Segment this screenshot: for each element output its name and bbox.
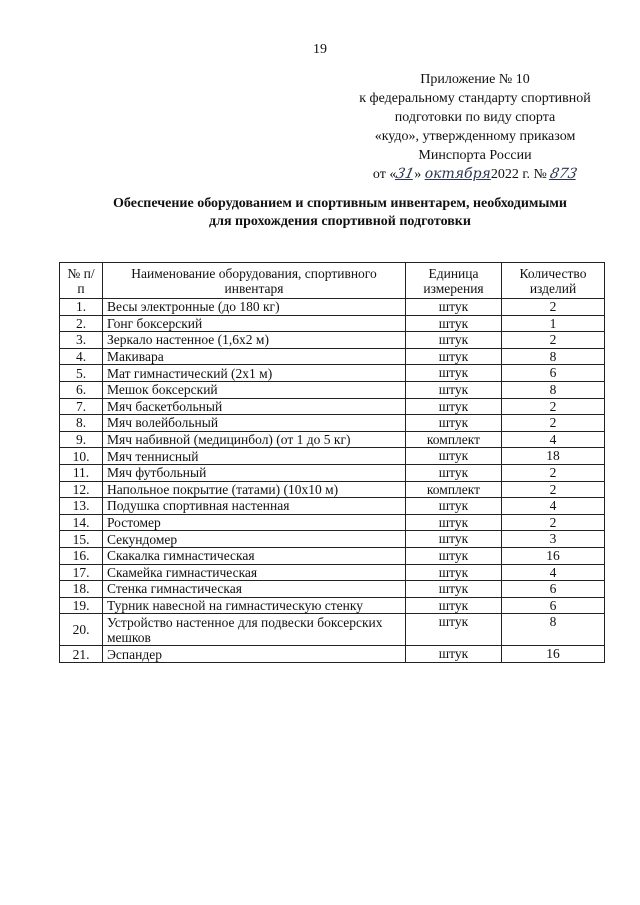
order-date-line (340, 165, 610, 184)
appendix-line: к федеральному стандарту спортивной (359, 91, 591, 106)
table-row (60, 315, 605, 332)
table-row (60, 332, 605, 349)
date-year: 2022 г. № (490, 167, 547, 182)
cell-name: Зеркало настенное (1,6х2 м) (103, 332, 406, 349)
cell-no: 9. (60, 431, 103, 448)
appendix-title: Приложение № 10 (420, 72, 530, 87)
cell-no: 19. (60, 597, 103, 614)
cell-name: Мяч волейбольный (103, 415, 406, 432)
cell-unit: штук (406, 365, 502, 382)
table-row (60, 514, 605, 531)
header-qty: Количество изделий (502, 263, 605, 299)
cell-unit: штук (406, 348, 502, 365)
table-row (60, 614, 605, 646)
cell-no: 11. (60, 464, 103, 481)
cell-unit: штук (406, 597, 502, 614)
cell-qty: 2 (502, 299, 605, 316)
cell-unit: штук (406, 514, 502, 531)
cell-qty: 3 (502, 531, 605, 548)
title-line: Обеспечение оборудованием и спортивным инвентарем, необходимыми (113, 196, 567, 211)
cell-qty: 6 (502, 365, 605, 382)
header-name: Наименование оборудования, спортивного инвентаря (103, 263, 406, 299)
date-mid: » (414, 167, 422, 182)
cell-qty: 4 (502, 498, 605, 515)
cell-unit: штук (406, 564, 502, 581)
cell-qty: 18 (502, 448, 605, 465)
cell-no: 6. (60, 381, 103, 398)
appendix-line: подготовки по виду спорта (394, 110, 556, 125)
cell-unit: штук (406, 547, 502, 564)
cell-no: 12. (60, 481, 103, 498)
table-body (60, 299, 605, 663)
cell-unit: штук (406, 498, 502, 515)
cell-no: 3. (60, 332, 103, 349)
cell-unit: штук (406, 315, 502, 332)
table-row (60, 365, 605, 382)
cell-qty: 2 (502, 464, 605, 481)
cell-name: Турник навесной на гимнастическую стенку (103, 597, 406, 614)
title-line: для прохождения спортивной подготовки (209, 214, 471, 229)
cell-name: Мяч баскетбольный (103, 398, 406, 415)
cell-name: Скакалка гимнастическая (103, 547, 406, 564)
cell-name: Секундомер (103, 531, 406, 548)
cell-name: Подушка спортивная настенная (103, 498, 406, 515)
cell-qty: 8 (502, 348, 605, 365)
cell-no: 1. (60, 299, 103, 316)
table-row (60, 646, 605, 663)
appendix-header (340, 70, 610, 184)
cell-unit: штук (406, 448, 502, 465)
cell-no: 5. (60, 365, 103, 382)
cell-no: 20. (60, 614, 103, 646)
cell-qty: 4 (502, 564, 605, 581)
cell-no: 13. (60, 498, 103, 515)
cell-unit: комплект (406, 431, 502, 448)
page-number: 19 (313, 42, 327, 57)
table-row (60, 481, 605, 498)
cell-qty: 8 (502, 614, 605, 646)
table-row (60, 415, 605, 432)
cell-unit: комплект (406, 481, 502, 498)
cell-name: Ростомер (103, 514, 406, 531)
cell-name: Устройство настенное для подвески боксерских мешков (103, 614, 406, 646)
cell-unit: штук (406, 646, 502, 663)
table-row (60, 531, 605, 548)
table-row (60, 431, 605, 448)
cell-unit: штук (406, 398, 502, 415)
cell-name: Весы электронные (до 180 кг) (103, 299, 406, 316)
cell-qty: 16 (502, 547, 605, 564)
table-row (60, 381, 605, 398)
cell-no: 2. (60, 315, 103, 332)
cell-unit: штук (406, 581, 502, 598)
cell-no: 15. (60, 531, 103, 548)
cell-qty: 6 (502, 597, 605, 614)
cell-qty: 6 (502, 581, 605, 598)
cell-unit: штук (406, 464, 502, 481)
cell-name: Мяч футбольный (103, 464, 406, 481)
date-prefix: от « (372, 167, 397, 182)
appendix-line: Минспорта России (418, 148, 532, 163)
cell-name: Стенка гимнастическая (103, 581, 406, 598)
equipment-table (59, 262, 605, 663)
table-row (60, 597, 605, 614)
header-no: № п/п (60, 263, 103, 299)
table-row (60, 498, 605, 515)
cell-no: 10. (60, 448, 103, 465)
table-row (60, 398, 605, 415)
cell-unit: штук (406, 531, 502, 548)
table-row (60, 348, 605, 365)
cell-qty: 2 (502, 514, 605, 531)
handwritten-day: 31 (394, 166, 416, 182)
table-row (60, 547, 605, 564)
cell-qty: 16 (502, 646, 605, 663)
cell-no: 14. (60, 514, 103, 531)
cell-name: Гонг боксерский (103, 315, 406, 332)
table-row (60, 299, 605, 316)
cell-unit: штук (406, 299, 502, 316)
document-title (40, 195, 640, 231)
cell-unit: штук (406, 415, 502, 432)
cell-name: Макивара (103, 348, 406, 365)
cell-no: 8. (60, 415, 103, 432)
cell-name: Эспандер (103, 646, 406, 663)
cell-no: 21. (60, 646, 103, 663)
table-row (60, 564, 605, 581)
cell-name: Мешок боксерский (103, 381, 406, 398)
table-row (60, 464, 605, 481)
cell-no: 4. (60, 348, 103, 365)
cell-no: 16. (60, 547, 103, 564)
handwritten-month: октября (424, 166, 491, 182)
table-row (60, 448, 605, 465)
cell-qty: 2 (502, 332, 605, 349)
cell-name: Напольное покрытие (татами) (10х10 м) (103, 481, 406, 498)
header-unit: Единица измерения (406, 263, 502, 299)
cell-name: Мат гимнастический (2х1 м) (103, 365, 406, 382)
cell-qty: 1 (502, 315, 605, 332)
cell-qty: 2 (502, 481, 605, 498)
handwritten-order-number: 873 (548, 166, 579, 182)
table-header-row (60, 263, 605, 299)
cell-qty: 8 (502, 381, 605, 398)
appendix-line: «кудо», утвержденному приказом (374, 129, 576, 144)
table-row (60, 581, 605, 598)
cell-name: Скамейка гимнастическая (103, 564, 406, 581)
cell-name: Мяч теннисный (103, 448, 406, 465)
cell-qty: 2 (502, 398, 605, 415)
cell-qty: 4 (502, 431, 605, 448)
cell-unit: штук (406, 332, 502, 349)
cell-qty: 2 (502, 415, 605, 432)
cell-unit: штук (406, 381, 502, 398)
cell-no: 7. (60, 398, 103, 415)
cell-no: 17. (60, 564, 103, 581)
cell-no: 18. (60, 581, 103, 598)
cell-unit: штук (406, 614, 502, 646)
cell-name: Мяч набивной (медицинбол) (от 1 до 5 кг) (103, 431, 406, 448)
